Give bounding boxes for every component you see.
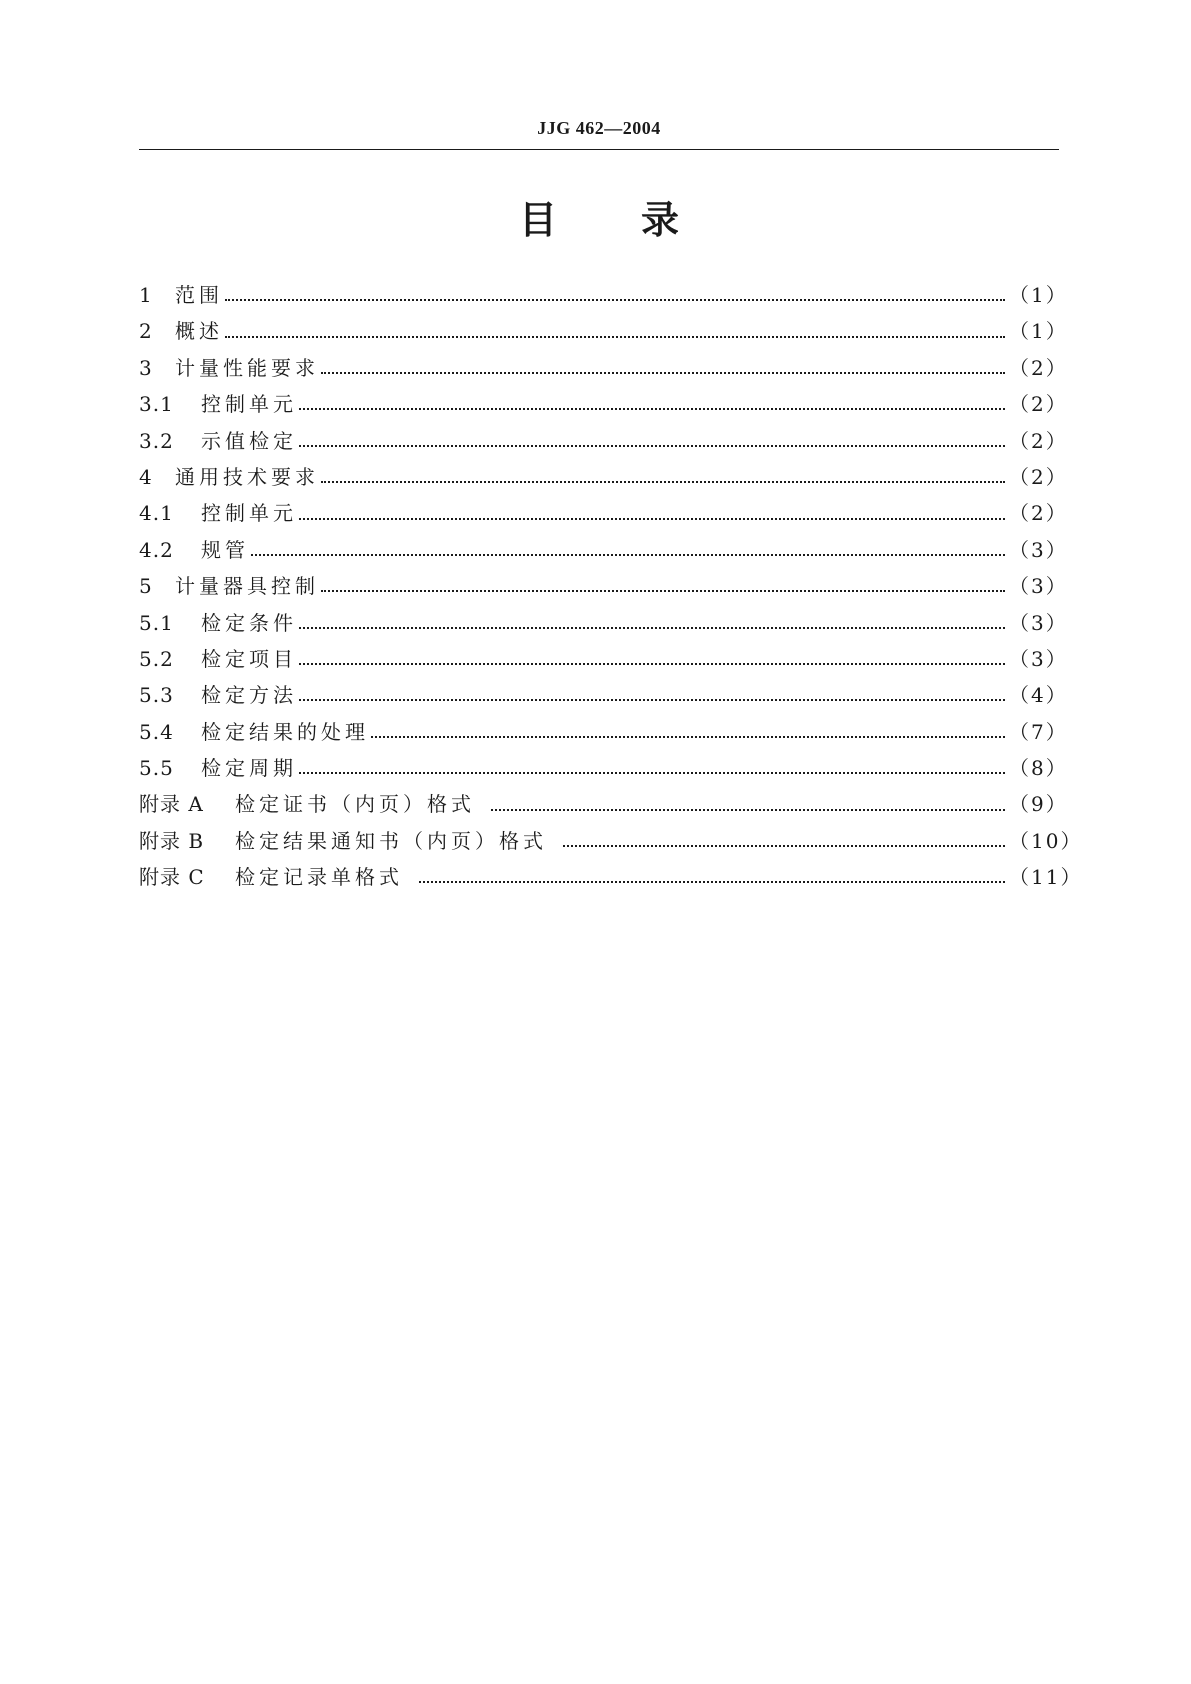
toc-dot-leader: [321, 358, 1005, 378]
toc-entry[interactable]: [139, 750, 1068, 786]
toc-entry-page: （1）: [1009, 283, 1068, 307]
toc-entry-number: 5.2: [139, 646, 174, 671]
toc-entry-number: 5.5: [139, 756, 174, 781]
toc-entry-page: （9）: [1009, 792, 1068, 817]
toc-dot-leader: [299, 758, 1005, 778]
toc-dot-leader: [299, 504, 1005, 524]
toc-entry[interactable]: [139, 495, 1068, 531]
toc-dot-leader: [299, 394, 1005, 414]
toc-entry-label: 计量性能要求: [175, 355, 319, 380]
toc-dot-leader: [321, 576, 1005, 596]
toc-dot-leader: [299, 431, 1005, 451]
toc-entry-number: 附录 B: [139, 828, 205, 853]
toc-title-char-2: 录: [641, 198, 680, 242]
toc-entry-page: （4）: [1009, 683, 1068, 708]
toc-entry-label: 概述: [175, 319, 223, 344]
toc-entry-label: 检定方法: [201, 683, 297, 708]
toc-entry-number: 5.3: [139, 683, 174, 708]
toc-dot-leader: [299, 613, 1005, 633]
toc-entry[interactable]: [139, 714, 1068, 750]
page-header-code: JJG 462—2004: [537, 118, 661, 138]
toc-dot-leader: [251, 540, 1005, 560]
toc-entry-label: 示值检定: [201, 428, 297, 453]
toc-entry-label: 范围: [175, 283, 223, 307]
toc-entry-page: （1）: [1009, 319, 1068, 344]
table-of-contents: [139, 277, 1083, 896]
toc-entry[interactable]: [139, 277, 1068, 313]
toc-entry[interactable]: [139, 350, 1068, 386]
toc-entry-number: 附录 C: [139, 865, 205, 890]
toc-entry-label: 检定条件: [201, 610, 297, 635]
toc-entry-label: 检定结果的处理: [201, 719, 369, 744]
toc-entry[interactable]: [139, 532, 1068, 568]
toc-entry-label: 检定结果通知书（内页）格式: [235, 828, 547, 853]
toc-entry-label: 检定证书（内页）格式: [235, 792, 475, 817]
toc-entry-page: （2）: [1009, 428, 1068, 453]
toc-entry-label: 检定项目: [201, 646, 297, 671]
toc-entry-page: （7）: [1009, 719, 1068, 744]
toc-entry[interactable]: [139, 786, 1068, 822]
toc-entry-page: （3）: [1009, 537, 1068, 562]
header-divider: [139, 149, 1059, 150]
toc-entry[interactable]: [139, 677, 1068, 713]
toc-entry[interactable]: [139, 823, 1083, 859]
toc-entry-number: 4.1: [139, 501, 174, 526]
toc-dot-leader: [491, 795, 1005, 815]
toc-dot-leader: [225, 322, 1005, 342]
toc-dot-leader: [419, 867, 1005, 887]
toc-title-char-1: 目: [518, 198, 557, 242]
toc-entry-number: 5: [139, 574, 153, 599]
toc-entry[interactable]: [139, 313, 1068, 349]
toc-dot-leader: [299, 649, 1005, 669]
toc-entry[interactable]: [139, 386, 1068, 422]
toc-entry-page: （2）: [1009, 355, 1068, 380]
toc-entry-label: 计量器具控制: [175, 574, 319, 599]
toc-dot-leader: [371, 722, 1005, 742]
toc-dot-leader: [299, 685, 1005, 705]
toc-entry-page: （8）: [1009, 756, 1068, 781]
toc-entry-number: 3.2: [139, 428, 174, 453]
toc-entry[interactable]: [139, 605, 1068, 641]
toc-entry-label: 通用技术要求: [175, 464, 319, 489]
toc-entry-label: 检定记录单格式: [235, 865, 403, 890]
toc-entry[interactable]: [139, 423, 1068, 459]
toc-entry-label: 规管: [201, 537, 249, 562]
toc-entry-page: （2）: [1009, 501, 1068, 526]
toc-entry-page: （3）: [1009, 610, 1068, 635]
toc-entry-number: 4.2: [139, 537, 174, 562]
toc-entry-number: 2: [139, 319, 153, 344]
toc-dot-leader: [321, 467, 1005, 487]
toc-entry-page: （2）: [1009, 392, 1068, 417]
toc-entry-label: 检定周期: [201, 756, 297, 781]
toc-entry-number: 附录 A: [139, 792, 204, 817]
toc-entry-number: 5.1: [139, 610, 174, 635]
toc-entry-label: 控制单元: [201, 501, 297, 526]
toc-entry-number: 5.4: [139, 719, 174, 744]
toc-entry[interactable]: [139, 459, 1068, 495]
toc-entry-page: （11）: [1009, 865, 1083, 890]
toc-entry-number: 3.1: [139, 392, 174, 417]
toc-entry-number: 1: [139, 283, 153, 307]
toc-entry-page: （10）: [1009, 828, 1083, 853]
toc-dot-leader: [563, 831, 1005, 851]
toc-entry-number: 3: [139, 355, 153, 380]
toc-entry-page: （2）: [1009, 464, 1068, 489]
toc-title: [139, 196, 1059, 244]
toc-entry[interactable]: [139, 641, 1068, 677]
toc-entry-page: （3）: [1009, 574, 1068, 599]
toc-entry-number: 4: [139, 464, 153, 489]
toc-entry-label: 控制单元: [201, 392, 297, 417]
toc-entry-page: （3）: [1009, 646, 1068, 671]
toc-dot-leader: [225, 285, 1005, 305]
toc-entry[interactable]: [139, 568, 1068, 604]
toc-entry[interactable]: [139, 859, 1083, 895]
